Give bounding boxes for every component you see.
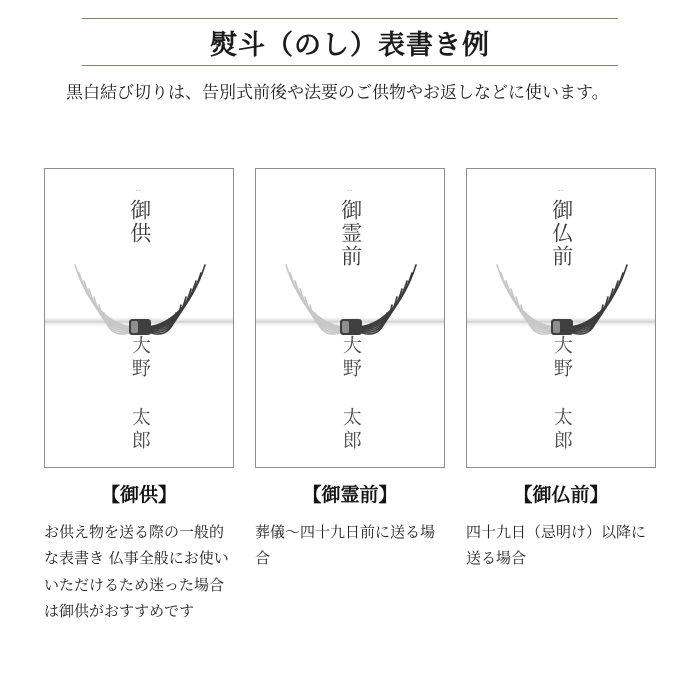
noshi-card-description: お供え物を送る際の一般的な表書き 仏事全般にお使いいただけるため迷った場合は御供がおすすめです <box>44 523 229 620</box>
page-header-band <box>82 18 618 66</box>
noshi-card-description: 葬儀〜四十九日前に送る場合 <box>255 523 436 568</box>
noshi-title-text: 御供 <box>127 199 152 245</box>
page-title: 熨斗（のし）表書き例 <box>210 29 490 61</box>
noshi-card-description: 四十九日（忌明け）以降に送る場合 <box>466 523 647 568</box>
noshi-card-label: 【御供】 <box>100 484 177 506</box>
lead-paragraph: 黒白結び切りは、告別式前後や法要のご供物やお返しなどに使います。 <box>66 83 609 103</box>
noshi-illustration <box>44 168 234 468</box>
noshi-card-row <box>44 168 656 624</box>
noshi-top-mark: ‥ <box>135 183 143 193</box>
noshi-name-text: 大野 太郎 <box>128 335 151 453</box>
noshi-title-text: 御霊前 <box>338 199 363 268</box>
noshi-name-text: 大野 太郎 <box>339 335 362 453</box>
noshi-card-label: 【御仏前】 <box>513 484 609 506</box>
noshi-illustration <box>466 168 656 468</box>
noshi-card <box>255 168 445 624</box>
noshi-top-mark: ‥ <box>557 183 565 193</box>
noshi-title-text: 御仏前 <box>549 199 574 268</box>
noshi-card <box>44 168 234 624</box>
noshi-card-label: 【御霊前】 <box>302 484 398 506</box>
noshi-name-text: 大野 太郎 <box>550 335 573 453</box>
noshi-card <box>466 168 656 624</box>
noshi-illustration <box>255 168 445 468</box>
noshi-top-mark: ‥ <box>346 183 354 193</box>
